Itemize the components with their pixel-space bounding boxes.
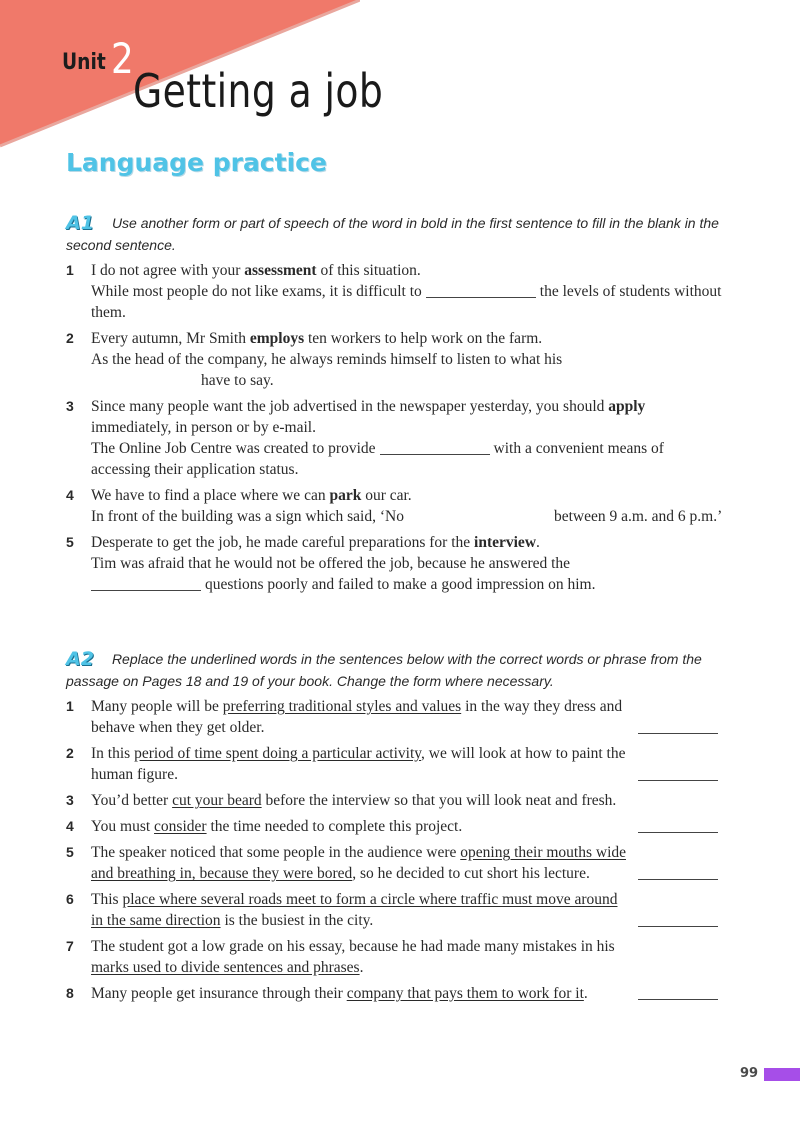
a1-list: [66, 260, 726, 595]
a2-item-8: 8 Many people get insurance through their company that pays them to work for it.: [66, 983, 726, 1004]
answer-line[interactable]: [638, 832, 718, 833]
a1-instruction: A1 Use another form or part of speech of the word in bold in the first sentence to fill in the blank in the second sentence.: [66, 212, 719, 253]
a1-item-2: 2 Every autumn, Mr Smith employs ten workers to help work on the farm. As the head of the company, he always reminds himself to listen to what his have to say.: [66, 330, 563, 389]
page-number-bar: [764, 1068, 800, 1081]
a1-item-3: 3 Since many people want the job advertised in the newspaper yesterday, you should apply immediately, in person or by e-mail. The Online Job Centre was created to provide with a convenient means of accessing their application status.: [66, 398, 664, 478]
a2-instruction: A2 Replace the underlined words in the sentences below with the correct words or phrase from the passage on Pages 18 and 19 of your book. Change the form where necessary.: [66, 648, 702, 689]
exercise-a2: [66, 648, 726, 1009]
unit-number: 2: [110, 34, 134, 83]
answer-line[interactable]: [638, 733, 718, 734]
a2-item-4: 4 You must consider the time needed to complete this project.: [66, 816, 726, 837]
section-heading: Language practice: [66, 148, 327, 177]
answer-line[interactable]: [638, 780, 718, 781]
page-number: 99: [740, 1066, 759, 1081]
answer-blank[interactable]: [91, 590, 201, 591]
answer-line[interactable]: [638, 999, 718, 1000]
a1-item-1: 1 I do not agree with your assessment of this situation. While most people do not like exams, it is difficult to the levels of students without them.: [66, 262, 722, 321]
unit-label: Unit 2: [62, 34, 134, 83]
a1-badge: A1: [66, 212, 94, 234]
a2-item-2: 2 In this period of time spent doing a particular activity, we will look at how to paint the human figure.: [66, 743, 726, 785]
answer-blank[interactable]: [380, 454, 490, 455]
a2-item-7: 7 The student got a low grade on his essay, because he had made many mistakes in his marks used to divide sentences and phrases.: [66, 938, 615, 976]
a2-item-6: 6 This place where several roads meet to form a circle where traffic must move around in the same direction is the busiest in the city.: [66, 889, 726, 931]
a1-item-5: 5 Desperate to get the job, he made careful preparations for the interview. Tim was afraid that he would not be offered the job, because he answered the questions poorly and failed to make a good impression on him.: [66, 534, 596, 593]
a2-badge: A2: [66, 648, 94, 670]
a2-item-5: 5 The speaker noticed that some people in the audience were opening their mouths wide and breathing in, because they were bored, so he decided to cut short his lecture.: [66, 842, 726, 884]
page-title: Getting a job: [133, 64, 384, 118]
answer-blank[interactable]: [426, 297, 536, 298]
answer-line[interactable]: [638, 926, 718, 927]
exercise-a1: [66, 212, 726, 600]
a1-item-4: 4 We have to find a place where we can park our car. In front of the building was a sign which said, ‘No between 9 a.m. and 6 p.m.’: [66, 487, 723, 525]
a2-item-3: 3 You’d better cut your beard before the interview so that you will look neat and fresh.: [66, 792, 617, 809]
a2-item-1: 1 Many people will be preferring traditional styles and values in the way they dress and behave when they get older.: [66, 696, 726, 738]
a2-list: [66, 696, 726, 1004]
answer-line[interactable]: [638, 879, 718, 880]
